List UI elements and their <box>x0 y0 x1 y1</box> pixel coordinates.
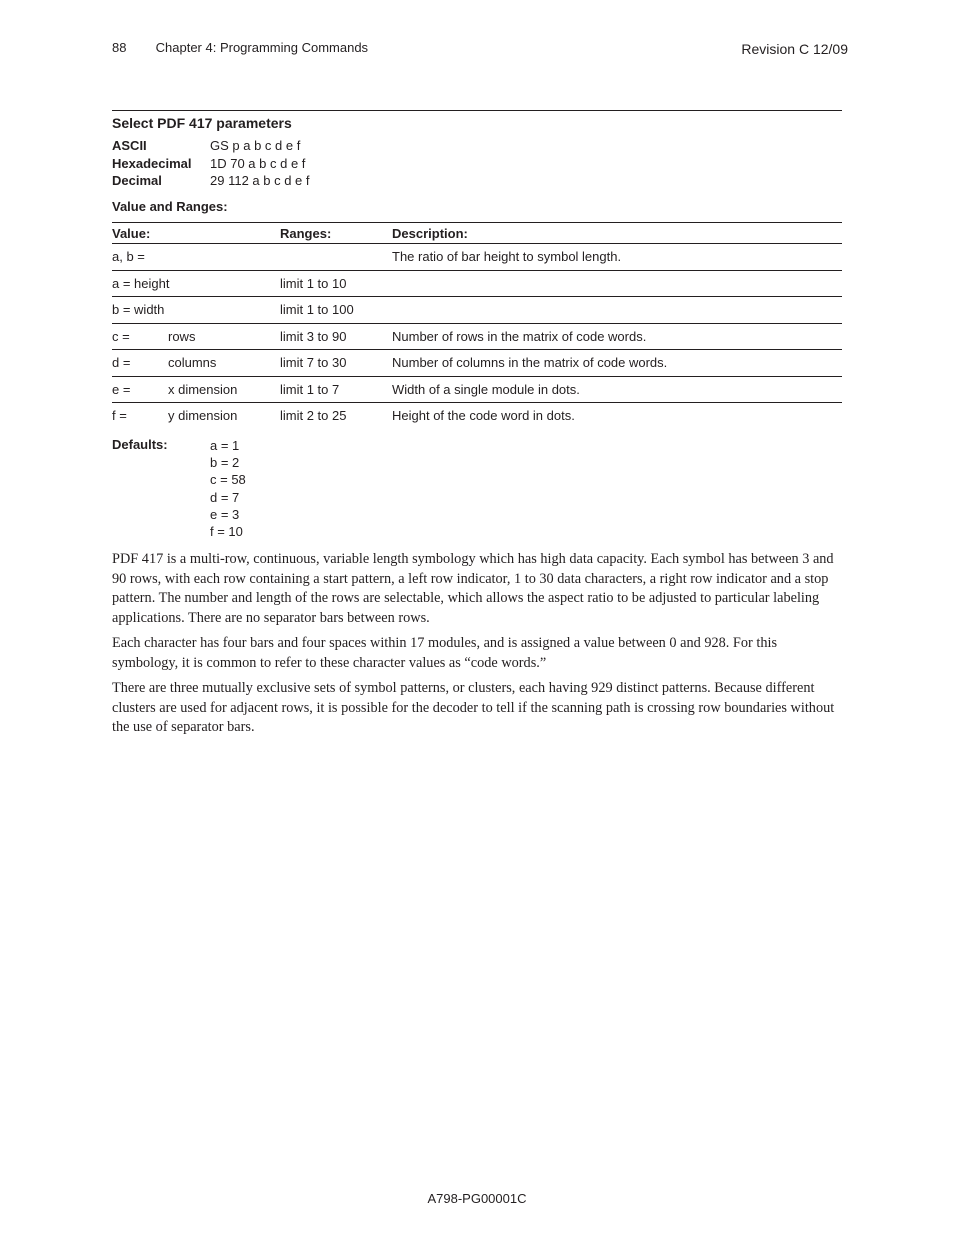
defaults-label: Defaults: <box>112 437 168 452</box>
chapter-title: Chapter 4: Programming Commands <box>155 40 369 55</box>
header-value: Value: <box>112 225 151 241</box>
footer-doc-id: A798-PG00001C <box>427 1191 527 1206</box>
header-ranges: Ranges: <box>280 225 332 241</box>
code-row <box>112 155 310 173</box>
row-symbol: f = <box>112 408 127 424</box>
code-label: ASCII <box>112 138 147 153</box>
default-value: a = 1 <box>210 438 240 453</box>
defaults-values <box>210 437 246 540</box>
row-symbol: d = <box>112 355 131 371</box>
section-divider <box>112 110 842 111</box>
row-description: Width of a single module in dots. <box>392 381 580 397</box>
default-value: b = 2 <box>210 455 240 471</box>
row-name: x dimension <box>168 381 238 397</box>
default-value: c = 58 <box>210 472 246 488</box>
row-description: Number of columns in the matrix of code words. <box>392 355 668 371</box>
paragraph: There are three mutually exclusive sets of symbol patterns, or clusters, each having 929 distinct patterns. Because different clusters are used for adjacent rows, it is possible for the decoder to tell if the scanning path is crossing row boundaries without the use of separator bars. <box>112 680 835 735</box>
table-row <box>112 271 842 298</box>
default-value: e = 3 <box>210 506 240 522</box>
row-description: Number of rows in the matrix of code words. <box>392 328 647 344</box>
table-row <box>112 403 842 429</box>
row-name: rows <box>168 328 196 344</box>
row-range: limit 3 to 90 <box>280 328 347 344</box>
command-codes <box>112 137 310 190</box>
code-value: 1D 70 a b c d e f <box>210 155 306 171</box>
default-value: d = 7 <box>210 489 240 505</box>
values-ranges-label: Value and Ranges: <box>112 199 228 214</box>
section-title: Select PDF 417 parameters <box>112 115 292 131</box>
code-value: 29 112 a b c d e f <box>210 173 310 188</box>
code-row <box>112 137 310 155</box>
default-value: f = 10 <box>210 524 243 540</box>
row-range: limit 7 to 30 <box>280 355 347 371</box>
row-name: columns <box>168 355 217 371</box>
table-row <box>112 377 842 404</box>
row-description: The ratio of bar height to symbol length. <box>392 249 622 265</box>
row-range: limit 1 to 100 <box>280 302 354 318</box>
code-label: Decimal <box>112 173 162 188</box>
row-symbol: c = <box>112 328 130 344</box>
table-row <box>112 297 842 324</box>
table-row <box>112 244 842 271</box>
row-range: limit 2 to 25 <box>280 408 347 424</box>
page-number: 88 <box>112 40 127 55</box>
code-row <box>112 172 310 190</box>
row-name: y dimension <box>168 408 238 424</box>
paragraph: Each character has four bars and four spaces within 17 modules, and is assigned a value between 0 and 928. For this symbology, it is common to refer to these character values as “code words.” <box>112 635 778 671</box>
row-symbol: a, b = <box>112 249 145 265</box>
revision-label: Revision C 12/09 <box>741 41 848 57</box>
paragraph: PDF 417 is a multi-row, continuous, variable length symbology which has high data capacity. Each symbol has between 3 and 90 rows, with each row containing a start pattern, a left row indicator, 1 to 30 data characters, a right row indicator and a stop pattern. The number and length of the rows are selectable, which allows the aspect ratio to be adjusted to particular labeling applications. There are no separator bars between rows. <box>112 551 834 626</box>
page-header-left <box>112 40 368 55</box>
table-row <box>112 324 842 351</box>
table-row <box>112 350 842 377</box>
row-description: Height of the code word in dots. <box>392 408 575 424</box>
code-label: Hexadecimal <box>112 155 192 171</box>
row-range: limit 1 to 7 <box>280 381 340 397</box>
body-text <box>112 550 844 744</box>
row-symbol: b = width <box>112 302 165 318</box>
row-range: limit 1 to 10 <box>280 275 347 291</box>
defaults-block <box>112 437 246 540</box>
code-value: GS p a b c d e f <box>210 138 301 153</box>
table-header <box>112 222 842 244</box>
values-table <box>112 222 842 429</box>
row-symbol: a = height <box>112 275 170 291</box>
row-symbol: e = <box>112 381 131 397</box>
header-description: Description: <box>392 225 468 241</box>
